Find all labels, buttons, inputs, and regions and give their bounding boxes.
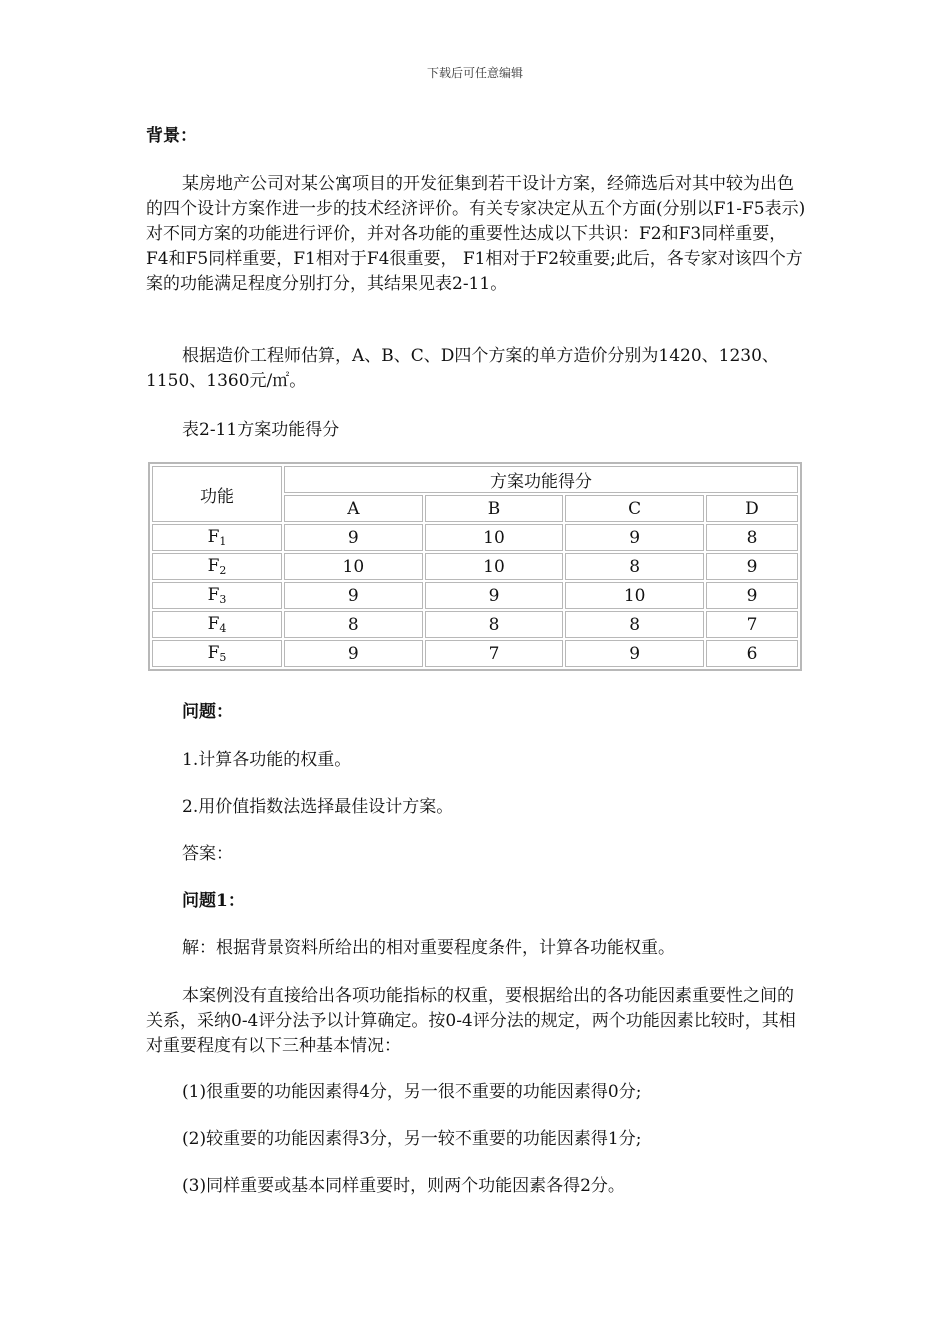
score-cell: 8	[706, 524, 798, 551]
background-heading: 背景：	[146, 126, 197, 146]
table-row	[152, 611, 798, 638]
score-cell: 9	[706, 582, 798, 609]
header-scheme: A	[284, 495, 423, 522]
answer-label: 答案：	[182, 844, 233, 864]
header-scheme: D	[706, 495, 798, 522]
function-score-table	[148, 462, 802, 671]
page-header-note: 下载后可任意编辑	[426, 66, 523, 80]
table-caption: 表2-11方案功能得分	[182, 420, 340, 440]
rule-3: (3)同样重要或基本同样重要时，则两个功能因素各得2分。	[182, 1176, 625, 1196]
score-cell: 10	[425, 553, 564, 580]
score-cell: 8	[284, 611, 423, 638]
score-cell: 10	[565, 582, 704, 609]
questions-heading: 问题：	[182, 702, 233, 722]
table-row	[152, 524, 798, 551]
question-2: 2.用价值指数法选择最佳设计方案。	[182, 797, 454, 817]
header-scheme: B	[425, 495, 564, 522]
score-cell: 9	[565, 640, 704, 667]
score-cell: 8	[425, 611, 564, 638]
header-function: 功能	[152, 466, 282, 522]
header-scheme-scores: 方案功能得分	[284, 466, 798, 493]
score-cell: 6	[706, 640, 798, 667]
score-cell: 10	[425, 524, 564, 551]
solution-intro: 解：根据背景资料所给出的相对重要程度条件，计算各功能权重。	[182, 938, 675, 958]
score-cell: 9	[284, 524, 423, 551]
question-1: 1.计算各功能的权重。	[182, 750, 352, 770]
table-row	[152, 582, 798, 609]
question-1-heading: 问题1：	[182, 891, 245, 911]
table-row	[152, 640, 798, 667]
rule-1: (1)很重要的功能因素得4分，另一很不重要的功能因素得0分;	[182, 1082, 642, 1102]
score-cell: 7	[706, 611, 798, 638]
function-label: $F_2$	[152, 553, 282, 580]
function-label: $F_5$	[152, 640, 282, 667]
rule-2: (2)较重要的功能因素得3分，另一较不重要的功能因素得1分;	[182, 1129, 642, 1149]
table-header-row	[152, 466, 798, 493]
score-cell: 9	[706, 553, 798, 580]
score-cell: 10	[284, 553, 423, 580]
method-paragraph: 本案例没有直接给出各项功能指标的权重，要根据给出的各功能因素重要性之间的关系，采纳0-4评分法予以计算确定。按0-4评分法的规定，两个功能因素比较时，其相对重要程度有以下三种基本情况：	[146, 986, 796, 1056]
score-cell: 9	[284, 582, 423, 609]
function-label: $F_4$	[152, 611, 282, 638]
score-cell: 9	[284, 640, 423, 667]
table-row	[152, 553, 798, 580]
header-scheme: C	[565, 495, 704, 522]
score-cell: 9	[565, 524, 704, 551]
score-cell: 8	[565, 611, 704, 638]
function-label: $F_1$	[152, 524, 282, 551]
score-cell: 7	[425, 640, 564, 667]
function-label: $F_3$	[152, 582, 282, 609]
background-paragraph-2: 根据造价工程师估算，A、B、C、D四个方案的单方造价分别为1420、1230、1150、1360元/㎡。	[146, 346, 779, 391]
score-cell: 9	[425, 582, 564, 609]
background-paragraph-1: 某房地产公司对某公寓项目的开发征集到若干设计方案，经筛选后对其中较为出色的四个设计方案作进一步的技术经济评价。有关专家决定从五个方面(分别以F1-F5表示)对不同方案的功能进行评价，并对各功能的重要性达成以下共识：F2和F3同样重要，F4和F5同样重要，F1相对于F4很重要， F1相对于F2较重要;此后，各专家对该四个方案的功能满足程度分别打分，其结果见表2-11。	[146, 174, 806, 294]
score-cell: 8	[565, 553, 704, 580]
